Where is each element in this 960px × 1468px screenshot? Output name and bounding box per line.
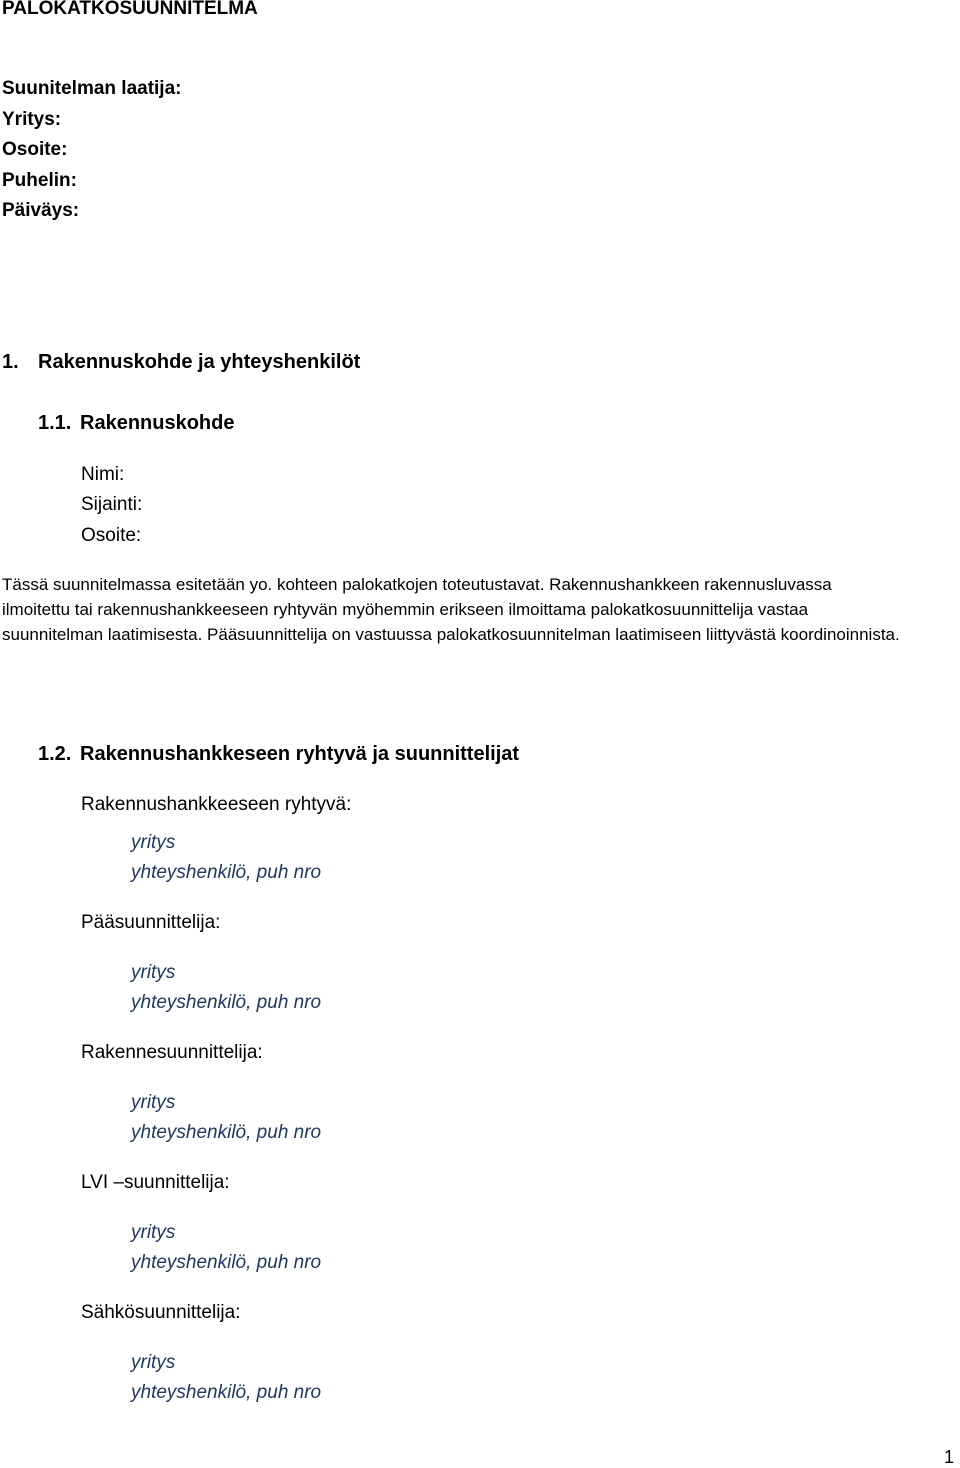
intro-paragraph: Tässä suunnitelmassa esitetään yo. kohteen palokatkojen toteutustavat. Rakennushankkeen rakennusluvassa ilmoitettu tai rakennushankkeeseen ryhtyvän myöhemmin erikseen ilmoittama palokatkosuunnittelija vastaa suunnitelman laatimisesta. Pääsuunnittelija on vastuussa palokatkosuunnitelman laatimiseen liittyvästä koordinoinnista. xyxy=(2,575,900,644)
section-1-1-title: Rakennuskohde xyxy=(80,412,235,434)
section-1-1-heading xyxy=(38,412,234,435)
role-contact: yhteyshenkilö, puh nro xyxy=(131,1252,322,1273)
role-company: yritys xyxy=(131,962,176,983)
section-1-2-title: Rakennushankkeseen ryhtyvä ja suunnittelijat xyxy=(80,743,520,765)
section-1-2-number: 1.2. xyxy=(38,743,72,765)
role-label: LVI –suunnittelija: xyxy=(81,1172,230,1193)
role-label: Sähkösuunnittelija: xyxy=(81,1302,241,1323)
role-contact: yhteyshenkilö, puh nro xyxy=(131,1122,322,1143)
role-label: Pääsuunnittelija: xyxy=(81,912,221,933)
field-address: Osoite: xyxy=(81,525,142,546)
meta-field-company: Yritys: xyxy=(2,109,62,130)
section-1-2-heading xyxy=(38,743,519,766)
meta-field-author: Suunitelman laatija: xyxy=(2,78,182,99)
section-1-1-number: 1.1. xyxy=(38,412,72,434)
role-company: yritys xyxy=(131,1352,176,1373)
meta-field-address: Osoite: xyxy=(2,139,68,160)
section-1-title: Rakennuskohde ja yhteyshenkilöt xyxy=(38,351,361,373)
role-company: yritys xyxy=(131,1222,176,1243)
document-title: PALOKATKOSUUNNITELMA xyxy=(2,0,258,19)
page-number: 1 xyxy=(943,1447,954,1467)
field-name: Nimi: xyxy=(81,464,125,485)
section-1-number: 1. xyxy=(2,351,19,373)
field-location: Sijainti: xyxy=(81,494,143,515)
role-label: Rakennesuunnittelija: xyxy=(81,1042,263,1063)
meta-field-date: Päiväys: xyxy=(2,200,80,221)
role-label: Rakennushankkeeseen ryhtyvä: xyxy=(81,794,352,815)
role-company: yritys xyxy=(131,1092,176,1113)
section-1-heading xyxy=(2,351,360,374)
role-contact: yhteyshenkilö, puh nro xyxy=(131,992,322,1013)
meta-field-phone: Puhelin: xyxy=(2,170,77,191)
role-contact: yhteyshenkilö, puh nro xyxy=(131,1382,322,1403)
role-company: yritys xyxy=(131,832,176,853)
role-contact: yhteyshenkilö, puh nro xyxy=(131,862,322,883)
